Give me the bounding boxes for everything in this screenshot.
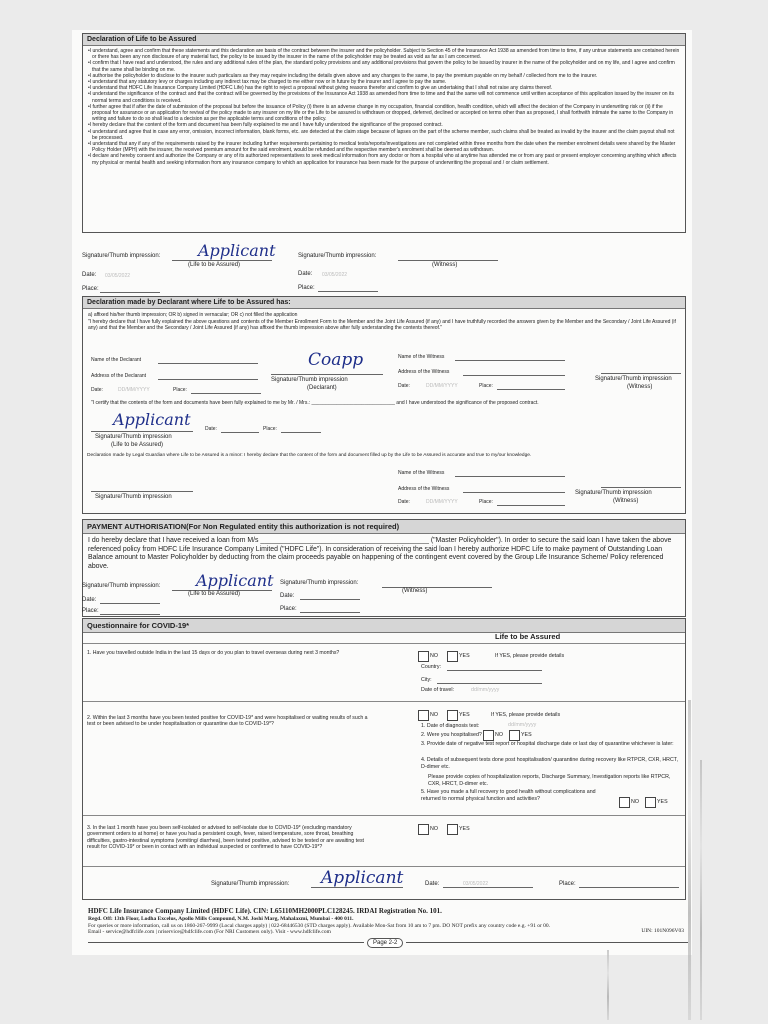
witness-date-hint: DD/MM/YYYY xyxy=(426,383,458,389)
covid-place-label: Place: xyxy=(559,881,576,887)
scan-streak xyxy=(607,950,609,1020)
declarant-options: a) affixed his/her thumb impression; OR b) signed in vernacular; OR c) not filled the application xyxy=(88,312,298,318)
payment-paragraph: I do hereby declare that I have received a loan from M/s ____________________________________________ ("Master Policyholder"). In order to secure the said loan I have taken the above referenced policy from HDFC Life Insurance Company Limited ("HDFC Life"). In consideration of receiving the said loan I hereby authorize HDFC Life to make payment of Outstanding Loan Balance amount to Master Policyholder by deducting from the claim proceeds payable on happening of the contingent event covered by the Group Life Insurance Scheme/ Policy referenced above. xyxy=(88,537,672,570)
q2-hosp-no-label: NO xyxy=(495,732,503,738)
footer-line-4: Email - service@hdfclife.com | nriservice@hdfclife.com (For NRI Customers only). Visit - www.hdfclife.com xyxy=(88,929,331,936)
declarant-sig-label: Signature/Thumb impression xyxy=(271,377,348,383)
payment-witness-caption: (Witness) xyxy=(402,588,428,594)
declaration-bullet: •I understand that any if any of the requirements raised by the insurer including further requirements pertaining to medical tests/reports/investigations are not completed within three months from the date when the member enrolment details were shared by the Master Policy Holder (MPH) with the insurer, the received premium amount for the said enrolment, would be refunded and the respective member's enrolment shall be deemed as withdrawn. xyxy=(88,141,676,154)
declaration-bullet: •I declare and hereby consent and authorize the Company or any of its authorized representatives to seek medical information from any doctor or from a hospital who at anytime has attended me or from any past or present employer concerning anything which affects my physical or mental health and seeking information from any insurance company to which an application for insurance has been made for the purpose of underwriting the proposal and / or claim settlement. xyxy=(88,153,677,166)
payment-section xyxy=(82,519,686,617)
declaration-bullet: •I further agree that if after the date of submission of the proposal but before the issuance of Policy (i) there is an adverse change in my occupation, financial condition, health condition, which will affect the decision of the Company in underwriting risk or (ii) if the proposal for assurance or an application for revival of the policy made to any insurer on my life or the Life to be assured is withdrawn or dropped, deferred, declined or accepted on terms other than as proposed, I shall forthwith intimate the same to the Company in writing and failure to do so shall lead to a decision as per the applicable terms and conditions of the policy. xyxy=(88,103,674,123)
q3-yes-checkbox[interactable] xyxy=(447,824,458,835)
q2-hosp-yes-checkbox[interactable] xyxy=(509,730,520,741)
declarant-paragraph: "I hereby declare that I have fully explained the above questions and contents of the Member Enrollment Form to the Member and the Joint Life Assured (if any) and I have truthfully recorded the answers given by the Member and the Secondary / Joint Life Assured (if any) and that the Member and the Secondary / Joint Life Assured (if any) has affixed the thumb impression above after fully understanding the contents thereof." xyxy=(88,319,676,332)
place-label-1: Place: xyxy=(82,286,99,292)
q3-yes-label: YES xyxy=(459,826,470,832)
q1-country-label: Country: xyxy=(421,664,442,670)
witness-name-label: Name of the Witness xyxy=(398,354,445,360)
covid-section xyxy=(82,618,686,900)
payment-signature: Applicant xyxy=(196,571,274,590)
q2-hosp-no-checkbox[interactable] xyxy=(483,730,494,741)
q2-item-1-hint: dd/mm/yyyy xyxy=(508,722,537,728)
witness2-date-hint: DD/MM/YYYY xyxy=(426,499,458,505)
q1-city-label: City: xyxy=(421,677,432,683)
footer-line-2: Regd. Off: 13th Floor, Lodha Excelus, Apollo Mills Compound, N.M. Joshi Marg, Mahalaxmi, Mumbai - 400 011. xyxy=(88,915,354,922)
q2-recovery-yes-label: YES xyxy=(657,799,668,805)
covid-title: Questionnaire for COVID-19* xyxy=(83,619,685,633)
q1-date-travel-label: Date of travel: xyxy=(421,687,454,693)
scan-streak xyxy=(688,700,691,1020)
declaration-bullet: •I confirm that I have read and understood, the rules and any additional rules of the plan, the standard policy provisions and any additional provisions that govern the policy to be issued by insurer in the name of the policyholder and on my life, and I agree and confirm that the same shall be binding on me. xyxy=(88,60,675,73)
life-declaration-section xyxy=(82,33,686,233)
q1-hint: If YES, please provide details xyxy=(495,653,565,659)
payment-place-label: Place: xyxy=(82,608,99,614)
witness2-sig-caption: (Witness) xyxy=(613,498,639,504)
declarant-date-hint: DD/MM/YYYY xyxy=(118,387,150,393)
q2-recovery-no-label: NO xyxy=(631,799,639,805)
q2-recovery-no-checkbox[interactable] xyxy=(619,797,630,808)
date-label-2: Date: xyxy=(298,271,313,277)
payment-date-label-2: Date: xyxy=(280,593,295,599)
declaration-bullet: •I understand that any statutory levy or charges including any indirect tax may be charged to me either now or in future by the insurer and I agree to pay the same. xyxy=(88,79,447,86)
q2-note: Please provide copies of hospitalization reports, Discharge Summary, Investigation reports like RTPCR, CXR, HRCT, D-dimer etc. xyxy=(428,774,671,787)
covid-date-stamp: 03/05/2022 xyxy=(463,881,489,887)
payment-sig-caption: (Life to be Assured) xyxy=(188,591,241,597)
witness-address-label: Address of the Witness xyxy=(398,369,450,375)
sig2-caption: (Life to be Assured) xyxy=(111,442,164,448)
q1-date-hint: dd/mm/yyyy xyxy=(471,687,500,693)
footer-uin: UIN: 101N096V03 xyxy=(641,928,684,934)
payment-place-label-2: Place: xyxy=(280,606,297,612)
life-declaration-title: Declaration of Life to be Assured xyxy=(83,34,685,46)
payment-date-label: Date: xyxy=(82,597,97,603)
date-stamp-1: 03/05/2022 xyxy=(105,273,131,279)
q2-yes-checkbox[interactable] xyxy=(447,710,458,721)
q2-item-1: 1. Date of diagnosis test: xyxy=(421,723,480,729)
signature-applicant-2: Applicant xyxy=(113,410,191,429)
sig2-label: Signature/Thumb impression xyxy=(95,434,172,440)
witness-date-label: Date: xyxy=(398,383,410,389)
footer-line-3: For queries or more information, call us on 1860-267-9999 (Local charges apply) | 022-68446530 (STD charges apply). Available Mon-Sat from 10 am to 7 pm. DO NOT prefix any country code e.g. +91 or 00. xyxy=(88,922,551,929)
q1-yes-checkbox[interactable] xyxy=(447,651,458,662)
page-number: Page 2-2 xyxy=(367,938,403,948)
witness2-address-label: Address of the Witness xyxy=(398,486,450,492)
q2-no-label: NO xyxy=(430,712,438,718)
covid-q1: 1. Have you travelled outside India in the last 15 days or do you plan to travel overseas during next 3 months? xyxy=(87,650,340,656)
declaration-bullet: •I understand, agree and confirm that these statements and this declaration are basis of the contract between the insurer and the policyholder. Subject to Section 45 of the Insurance Act 1938 as amended from time to time, if any untrue statements are contained herein or there has been any non disclosure of any material fact, the policy to be issued by the insurer in the name of the policyholder may be treated as void as far as I am concerned. xyxy=(88,48,680,61)
q2-hosp-yes-label: YES xyxy=(521,732,532,738)
declaration-bullet: •I understand and agree that in case any error, omission, incorrect information, blank forms, etc. are detected at the claim stage because of lapses on the part of the scheme member, such claims shall be treated as invalid by the insurer and the claim payout shall not be processed. xyxy=(88,128,675,141)
q2-hint: If YES, please provide details xyxy=(491,712,561,718)
covid-date-label: Date: xyxy=(425,881,440,887)
date-stamp-2: 03/05/2022 xyxy=(322,272,348,278)
certify-date-label: Date: xyxy=(205,426,217,432)
q2-item-3: 3. Provide date of negative test report or hospital discharge date or last day of quarantine whichever is later: xyxy=(421,741,674,747)
legal-guardian-text: Declaration made by Legal Guardian where Life to be Assured is a minor: I hereby declare that the content of the form and document filled up by the Life to be Assured is accurate and true to my/our knowledge. xyxy=(87,453,532,458)
payment-sig-label: Signature/Thumb impression: xyxy=(82,583,161,589)
place-label-2: Place: xyxy=(298,285,315,291)
q1-no-label: NO xyxy=(430,653,438,659)
q2-recovery-yes-checkbox[interactable] xyxy=(645,797,656,808)
witness2-name-label: Name of the Witness xyxy=(398,470,445,476)
q1-yes-label: YES xyxy=(459,653,470,659)
sig-caption-life: (Life to be Assured) xyxy=(188,262,241,268)
footer-line-1: HDFC Life Insurance Company Limited (HDFC Life). CIN: L65110MH2000PLC128245. IRDAI Registration No. 101. xyxy=(88,907,442,915)
declaration-bullet: •I authorise the policyholder to disclose to the insurer such particulars as they may require including the details given above and any changes to the same, to pay the premium payable on my behalf / collected from me to the insurer. xyxy=(88,72,598,79)
covid-signature: Applicant xyxy=(321,868,404,888)
payment-witness-label: Signature/Thumb impression: xyxy=(280,580,359,586)
q3-no-label: NO xyxy=(430,826,438,832)
declaration-bullet: •I understand that HDFC Life Insurance Company Limited (HDFC Life) has the right to reject a proposal without giving reasons therefor and confirm to give an undertaking that I shall not raise any claims thereof. xyxy=(88,85,553,92)
declarant-date-label: Date: xyxy=(91,387,103,393)
witness-sig-label: Signature/Thumb impression xyxy=(595,376,672,382)
covid-q2: 2. Within the last 3 months have you been tested positive for COVID-19* and were hospitalised or waiting results of such a test or been advised to be under hospitalisation or quarantine due to COVID-19*? xyxy=(87,715,368,728)
q2-item-4: 4. Details of subsequent tests done post hospitalisation/ quarantine during recovery like RTPCR, CXR, HRCT, D-dimer etc. xyxy=(421,757,678,770)
date-label-1: Date: xyxy=(82,272,97,278)
declarant-sig-caption: (Declarant) xyxy=(307,385,337,391)
guardian-sig-label: Signature/Thumb impression xyxy=(95,494,172,500)
witness2-date-label: Date: xyxy=(398,499,410,505)
covid-q3: 3. In the last 1 month have you been self-isolated or advised to self-isolate due to COVID-19* (excluding mandatory government orders to at home) or have you had a persistent cough, fever, raised temperature, sore throat, breathing difficulties, gastro-intestinal symptoms (vomiting/ diarrhea), been tested positive, advised to be tested or are awaiting test result for COVID-19* or been in contact with an individual suspected or confirmed to have COVID-19*? xyxy=(87,825,364,851)
witness2-sig-label: Signature/Thumb impression xyxy=(575,490,652,496)
declaration-bullet: •I understand the significance of the contract and that the contract will be governed by the provisions of the Insurance Act 1938 as amended from time to time and that the same will not commence until written acceptance of this application issued by the insurer on its normal terms and conditions is received. xyxy=(88,91,674,104)
declarant-section xyxy=(82,296,686,514)
q2-no-checkbox[interactable] xyxy=(418,710,429,721)
declaration-bullet: •I hereby declare that the content of the form and document has been fully explained to me and I have fully understood the significance of the proposed contract. xyxy=(88,122,443,129)
witness2-place-label: Place: xyxy=(479,499,493,505)
witness-sig-caption: (Witness) xyxy=(627,384,653,390)
certify-text: "I certify that the contents of the form and documents have been fully explained to me by Mr. / Mrs.: ______________________________ and I have understood the significance of the proposed contract. xyxy=(91,400,539,406)
payment-title: PAYMENT AUTHORISATION(For Non Regulated entity this authorization is not required) xyxy=(83,520,685,534)
q2-item-5: 5. Have you made a full recovery to good health without complications and returned to normal physical function and activities? xyxy=(421,789,596,802)
declarant-address-label: Address of the Declarant xyxy=(91,373,147,379)
sig-label-life: Signature/Thumb impression: xyxy=(82,253,161,259)
signature-coapp: Coapp xyxy=(308,350,364,370)
covid-sig-label: Signature/Thumb impression: xyxy=(211,881,290,887)
witness-caption: (Witness) xyxy=(432,262,458,268)
certify-place-label: Place: xyxy=(263,426,277,432)
declaration-bullets xyxy=(83,46,685,168)
scan-streak xyxy=(700,760,702,1020)
q2-item-2: 2. Were you hospitalised? xyxy=(421,732,482,738)
footer xyxy=(88,908,688,936)
q1-no-checkbox[interactable] xyxy=(418,651,429,662)
signature-applicant: Applicant xyxy=(198,241,276,260)
declarant-place-label: Place: xyxy=(173,387,187,393)
declarant-name-label: Name of the Declarant xyxy=(91,357,142,363)
sig-label-witness: Signature/Thumb impression: xyxy=(298,253,377,259)
declarant-title: Declaration made by Declarant where Life to be Assured has: xyxy=(83,297,685,309)
q3-no-checkbox[interactable] xyxy=(418,824,429,835)
covid-col-head: Life to be Assured xyxy=(495,632,561,641)
q2-yes-label: YES xyxy=(459,712,470,718)
witness-place-label: Place: xyxy=(479,383,493,389)
